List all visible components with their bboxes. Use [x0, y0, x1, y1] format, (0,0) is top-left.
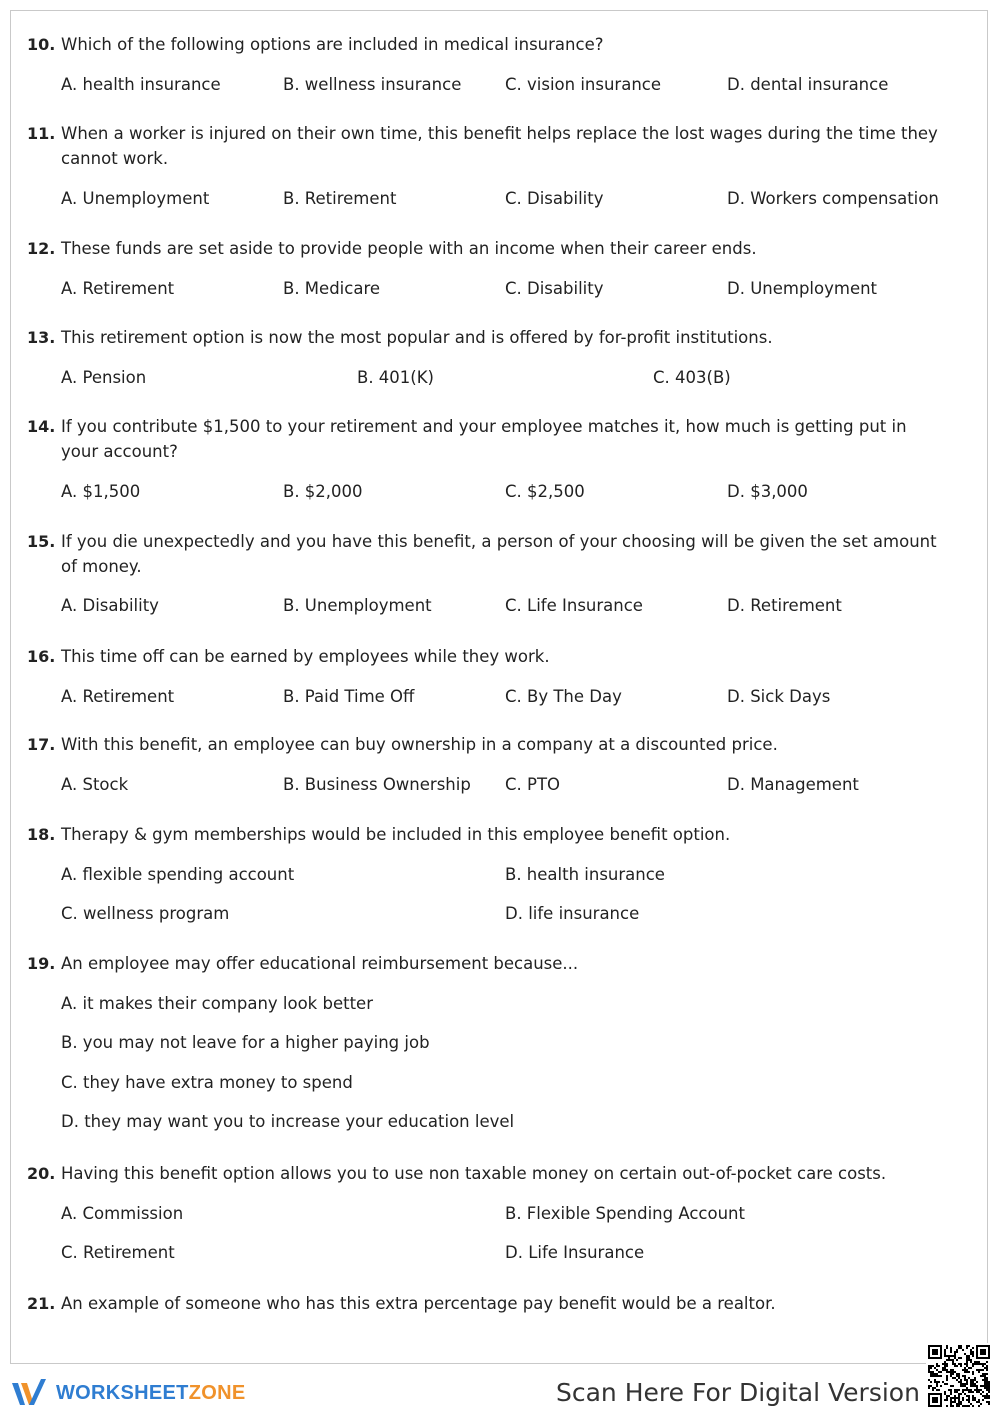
answer-option[interactable]: D. Workers compensation — [727, 189, 939, 208]
question-text: If you contribute $1,500 to your retirement and your employee matches it, how much is getting put in your account? — [61, 417, 907, 461]
answer-option[interactable]: C. By The Day — [505, 687, 622, 706]
answer-option[interactable]: B. wellness insurance — [283, 75, 462, 94]
answer-option[interactable]: C. $2,500 — [505, 482, 585, 501]
question-number: 16. — [27, 647, 56, 666]
question-text: These funds are set aside to provide people with an income when their career ends. — [61, 239, 757, 258]
answer-option[interactable]: C. Disability — [505, 279, 604, 298]
answer-option[interactable]: B. Business Ownership — [283, 775, 471, 794]
question-number: 21. — [27, 1294, 56, 1313]
question-text: Therapy & gym memberships would be included in this employee benefit option. — [61, 825, 731, 844]
logo-check-icon — [10, 1377, 54, 1409]
answer-option[interactable]: B. Medicare — [283, 279, 381, 298]
answer-option[interactable]: B. Paid Time Off — [283, 687, 415, 706]
answer-option[interactable]: D. Retirement — [727, 596, 842, 615]
answer-option[interactable]: D. life insurance — [505, 904, 640, 923]
question-number: 20. — [27, 1164, 56, 1183]
scan-instruction: Scan Here For Digital Version — [556, 1378, 920, 1407]
answer-option[interactable]: A. Retirement — [61, 687, 175, 706]
answer-option[interactable]: D. dental insurance — [727, 75, 889, 94]
answer-option[interactable]: B. health insurance — [505, 865, 665, 884]
answer-option[interactable]: D. Life Insurance — [505, 1243, 645, 1262]
answer-option[interactable]: A. Disability — [61, 596, 159, 615]
answer-option[interactable]: A. Unemployment — [61, 189, 210, 208]
question-text: With this benefit, an employee can buy ownership in a company at a discounted price. — [61, 735, 778, 754]
question-text: This time off can be earned by employees while they work. — [61, 647, 550, 666]
answer-option[interactable]: C. vision insurance — [505, 75, 662, 94]
question-number: 10. — [27, 35, 56, 54]
answer-option[interactable]: C. PTO — [505, 775, 561, 794]
answer-option[interactable]: B. Retirement — [283, 189, 397, 208]
answer-option[interactable]: A. Stock — [61, 775, 129, 794]
answer-option[interactable]: A. Pension — [61, 368, 147, 387]
answer-option[interactable]: D. they may want you to increase your education level — [61, 1112, 515, 1131]
question-text: An employee may offer educational reimbursement because... — [61, 954, 579, 973]
answer-option[interactable]: C. Retirement — [61, 1243, 175, 1262]
answer-option[interactable]: D. Sick Days — [727, 687, 831, 706]
logo-text-zone: ZONE — [188, 1381, 246, 1404]
answer-option[interactable]: A. health insurance — [61, 75, 221, 94]
question-number: 14. — [27, 417, 56, 436]
question-number: 17. — [27, 735, 56, 754]
answer-option[interactable]: C. 403(B) — [653, 368, 731, 387]
question-number: 18. — [27, 825, 56, 844]
question-text: This retirement option is now the most popular and is offered by for-profit institutions. — [61, 328, 773, 347]
answer-option[interactable]: B. 401(K) — [357, 368, 434, 387]
answer-option[interactable]: B. you may not leave for a higher paying job — [61, 1033, 430, 1052]
answer-option[interactable]: B. Flexible Spending Account — [505, 1204, 745, 1223]
question-text: An example of someone who has this extra percentage pay benefit would be a realtor. — [61, 1294, 776, 1313]
answer-option[interactable]: A. Commission — [61, 1204, 184, 1223]
answer-option[interactable]: D. Management — [727, 775, 859, 794]
answer-option[interactable]: D. Unemployment — [727, 279, 878, 298]
answer-option[interactable]: B. $2,000 — [283, 482, 363, 501]
question-text: If you die unexpectedly and you have this benefit, a person of your choosing will be given the set amount of money. — [61, 532, 937, 576]
question-number: 11. — [27, 124, 56, 143]
answer-option[interactable]: D. $3,000 — [727, 482, 808, 501]
answer-option[interactable]: C. Disability — [505, 189, 604, 208]
question-number: 13. — [27, 328, 56, 347]
answer-option[interactable]: B. Unemployment — [283, 596, 432, 615]
worksheet-zone-logo — [10, 1377, 245, 1409]
question-text: When a worker is injured on their own time, this benefit helps replace the lost wages during the time they cannot work. — [61, 124, 938, 168]
logo-text-worksheet: WORKSHEET — [56, 1381, 189, 1404]
answer-option[interactable]: C. they have extra money to spend — [61, 1073, 353, 1092]
answer-option[interactable]: A. it makes their company look better — [61, 994, 373, 1013]
qr-code-icon[interactable] — [926, 1343, 992, 1409]
question-number: 19. — [27, 954, 56, 973]
question-text: Having this benefit option allows you to use non taxable money on certain out-of-pocket care costs. — [61, 1164, 887, 1183]
answer-option[interactable]: C. wellness program — [61, 904, 230, 923]
answer-option[interactable]: A. flexible spending account — [61, 865, 295, 884]
answer-option[interactable]: C. Life Insurance — [505, 596, 643, 615]
answer-option[interactable]: A. Retirement — [61, 279, 175, 298]
answer-option[interactable]: A. $1,500 — [61, 482, 141, 501]
question-number: 15. — [27, 532, 56, 551]
question-text: Which of the following options are included in medical insurance? — [61, 35, 604, 54]
question-number: 12. — [27, 239, 56, 258]
